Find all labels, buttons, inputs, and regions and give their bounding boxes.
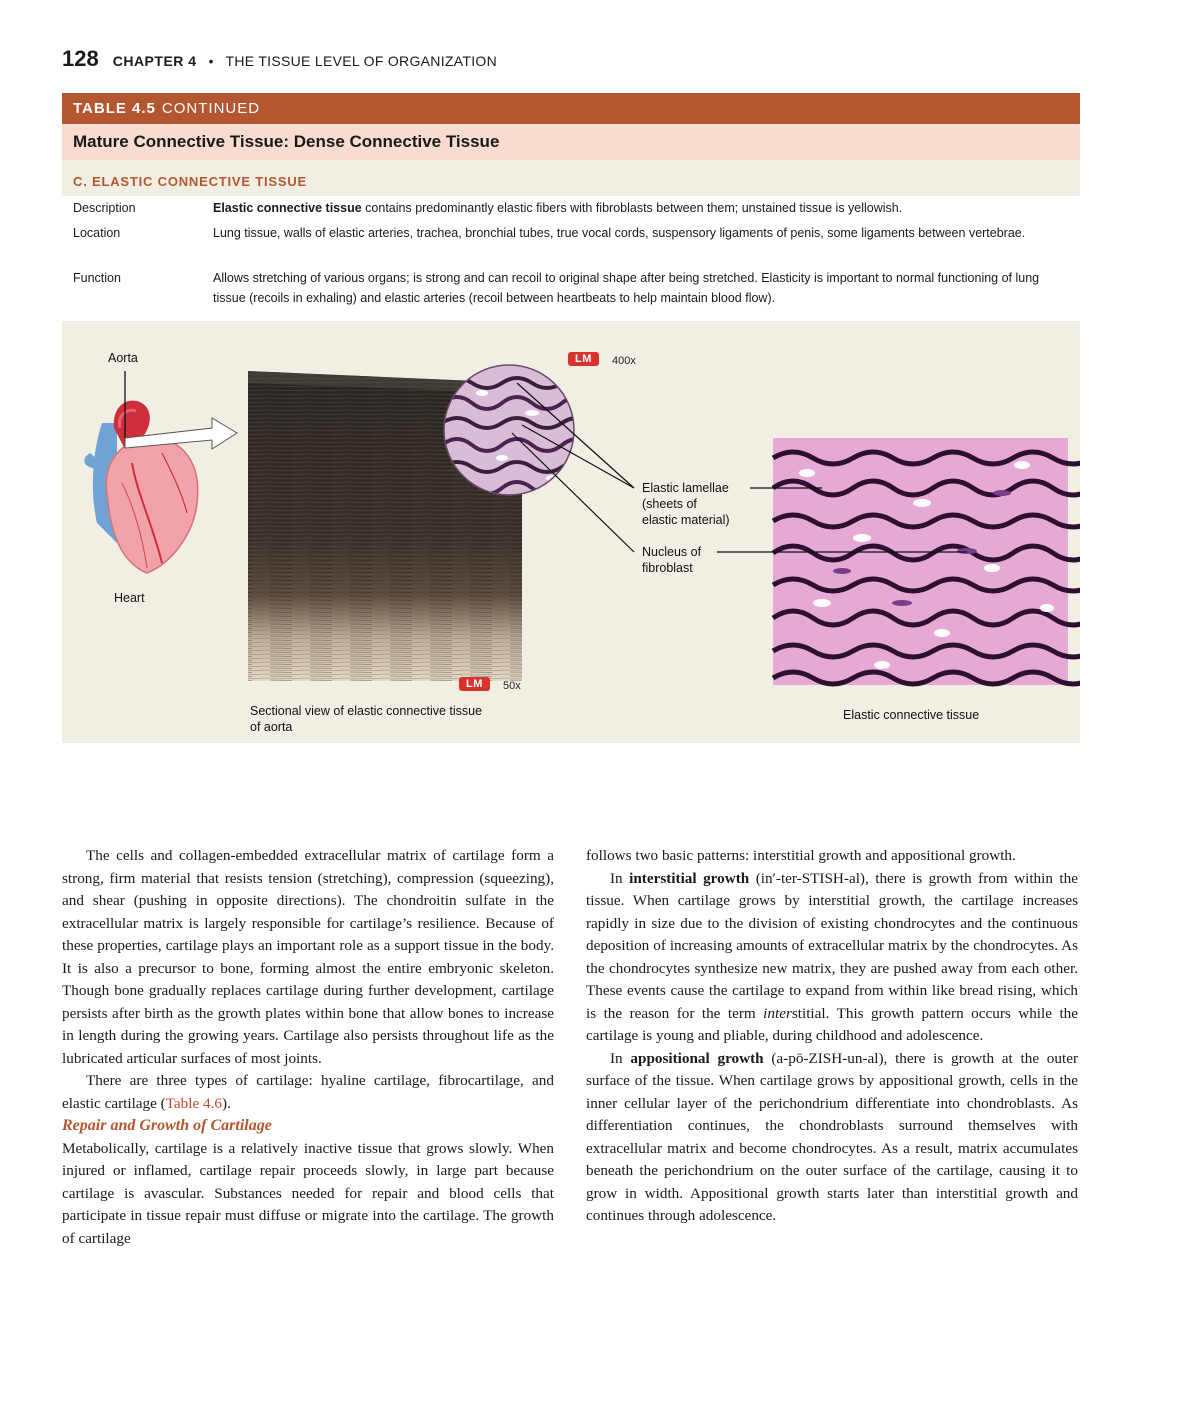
section-caption bbox=[250, 703, 482, 735]
key-term: interstitial growth bbox=[629, 869, 750, 887]
table-subtitle: Mature Connective Tissue: Dense Connective Tissue bbox=[62, 124, 1080, 160]
label-line: Nucleus of bbox=[642, 545, 702, 559]
paragraph: The cells and collagen-embedded extracellular matrix of cartilage form a strong, firm material that resists tension (stretching), compression (squeezing), and shear (pushing in opposite directions). The chondroitin sulfate in the extracellular matrix is largely responsible for cartilage’s resilience. Because of these properties, cartilage plays an important role as a support tissue in the body. It is also a precursor to bone, forming almost the entire embryonic skeleton. Though bone gradually replaces cartilage during further development, cartilage persists after birth as the growth plates within bone that allow bones to increase in length during the growing years. Cartilage also persists throughout life as the lubricated articular surfaces of most joints. bbox=[62, 847, 554, 1067]
text-span: stitial. This growth pattern occurs while the cartilage is young and pliable, during childhood and adolescence. bbox=[586, 1004, 1078, 1044]
fibroblast-nucleus-label bbox=[642, 544, 701, 576]
text-span: In bbox=[610, 869, 630, 887]
table-number: TABLE 4.5 bbox=[73, 100, 156, 117]
paragraph bbox=[62, 1070, 554, 1115]
elastic-lamellae-label bbox=[642, 480, 730, 528]
info-text: Lung tissue, walls of elastic arteries, trachea, bronchial tubes, true vocal cords, suspensory ligaments of penis, some ligaments between vertebrae. bbox=[213, 226, 1026, 240]
body-column-left bbox=[62, 845, 554, 1250]
body-column-right bbox=[586, 845, 1078, 1228]
figure-illustration bbox=[62, 93, 1080, 743]
paragraph bbox=[586, 1048, 1078, 1228]
lm-badge-zoom: LM bbox=[568, 352, 599, 366]
page-header bbox=[62, 46, 497, 76]
caption-line: of aorta bbox=[250, 720, 293, 734]
table-panel bbox=[62, 93, 1080, 743]
tissue-caption: Elastic connective tissue bbox=[843, 708, 980, 722]
info-label: Function bbox=[73, 271, 121, 285]
info-label: Description bbox=[73, 201, 136, 215]
lm-badge-section: LM bbox=[459, 677, 490, 691]
header-separator: • bbox=[208, 53, 214, 69]
key-term: appositional growth bbox=[630, 1049, 764, 1067]
elastic-tissue-micrograph bbox=[773, 438, 1080, 685]
caption-line: Sectional view of elastic connective tissue bbox=[250, 704, 483, 718]
table-reference-link[interactable]: Table 4.6 bbox=[165, 1094, 223, 1112]
paragraph bbox=[586, 868, 1078, 1048]
label-line: elastic material) bbox=[642, 513, 730, 527]
text-span: (a-pō-ZISH-un-al), there is growth at the outer surface of the tissue. When cartilage grows by appositional growth, cells in the inner cellular layer of the perichondrium differentiate into chondroblasts. As differentiation continues, the chondroblasts surround themselves with extracellular matrix and become chondrocytes. As a result, matrix accumulates beneath the perichondrium on the outer surface of the cartilage, causing it to grow in width. Appositional growth starts later than interstitial growth and continues through adolescence. bbox=[586, 1049, 1079, 1224]
paragraph: Metabolically, cartilage is a relatively inactive tissue that grows slowly. When injured or inflamed, cartilage repair proceeds slowly, in large part because cartilage is avascular. Substances needed for repair and blood cells that participate in tissue repair must diffuse or migrate into the cartilage. The growth of cartilage bbox=[62, 1139, 554, 1247]
info-text: Allows stretching of various organs; is strong and can recoil to original shape after being stretched. Elasticity is important to normal functioning of lung tissue (recoils in exhaling) and elastic arteries (recoil between heartbeats to help maintain blood flow). bbox=[213, 271, 1040, 305]
page-number: 128 bbox=[62, 46, 99, 71]
chapter-title: THE TISSUE LEVEL OF ORGANIZATION bbox=[225, 53, 497, 69]
emphasis: inter bbox=[763, 1004, 792, 1022]
magnification-section: 50x bbox=[503, 680, 521, 692]
info-term: Elastic connective tissue bbox=[213, 201, 362, 215]
chapter-label: CHAPTER 4 bbox=[112, 53, 197, 69]
label-line: fibroblast bbox=[642, 561, 693, 575]
label-line: (sheets of bbox=[642, 497, 697, 511]
info-label: Location bbox=[73, 226, 121, 240]
label-line: Elastic lamellae bbox=[642, 481, 729, 495]
text-span: (in′-ter-STISH-al), there is growth from within the tissue. When cartilage grows by interstitial growth, the cartilage increases rapidly in size due to the division of existing chondrocytes and the continuous deposition of increasing amounts of extracellular matrix by the chondrocytes. As the chondrocytes synthesize new matrix, they are pushed away from each other. These events cause the cartilage to expand from within like bread rising, which is the reason for the term bbox=[586, 869, 1078, 1022]
table-continued: CONTINUED bbox=[161, 100, 261, 117]
info-text-body: contains predominantly elastic fibers with fibroblasts between them; unstained tissue is yellowish. bbox=[361, 201, 903, 215]
aorta-label: Aorta bbox=[108, 351, 138, 365]
section-heading: C. ELASTIC CONNECTIVE TISSUE bbox=[73, 174, 308, 189]
paragraph: follows two basic patterns: interstitial growth and appositional growth. bbox=[586, 847, 1016, 864]
text-span: ). bbox=[222, 1094, 231, 1112]
heart-label: Heart bbox=[114, 591, 145, 605]
heart-illustration bbox=[84, 371, 237, 573]
text-span: In bbox=[610, 1049, 631, 1067]
magnification-zoom: 400x bbox=[612, 355, 636, 367]
text-span: There are three types of cartilage: hyaline cartilage, fibrocartilage, and elastic cartilage ( bbox=[62, 1072, 554, 1112]
subheading: Repair and Growth of Cartilage bbox=[62, 1117, 272, 1134]
